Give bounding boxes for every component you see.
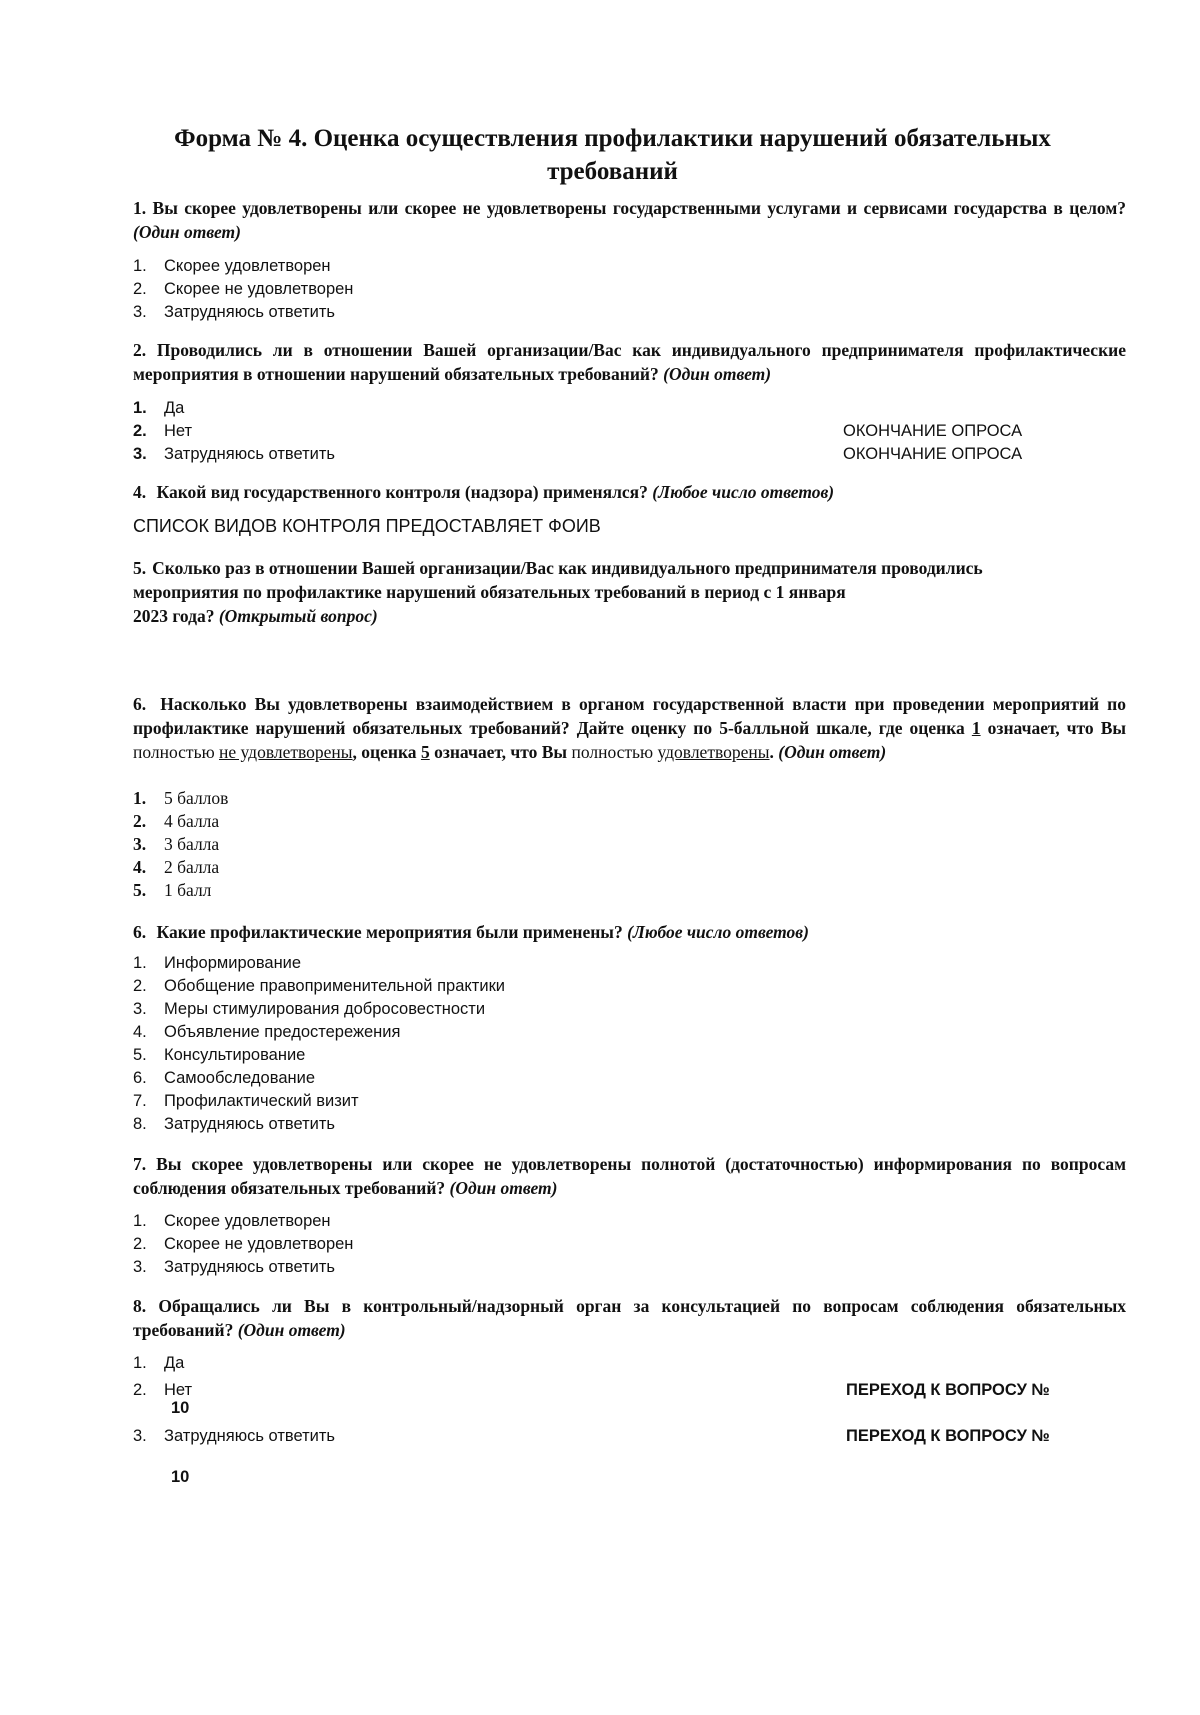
question-6-measures-options [133, 952, 1093, 1136]
option-3[interactable]: 3. Затрудняюсь ответить ОКОНЧАНИЕ ОПРОСА [133, 443, 1093, 466]
option-3[interactable]: 3. Затрудняюсь ответить [133, 1258, 336, 1276]
option-2[interactable]: 2. Обобщение правоприменительной практики [133, 977, 506, 995]
option-2[interactable]: 2. Скорее не удовлетворен [133, 280, 354, 298]
option-2[interactable]: 2. 4 балла [133, 811, 220, 831]
question-1: 1. Вы скорее удовлетворены или скорее не удовлетворены государственными услугами и сервисами государства в целом? (Один ответ) [133, 198, 1127, 242]
question-6-satisfaction-options [133, 787, 1093, 902]
option-5[interactable]: 5. Консультирование [133, 1046, 306, 1064]
question-2-options [133, 397, 1093, 466]
option-7[interactable]: 7. Профилактический визит [133, 1092, 359, 1110]
option-1[interactable]: 1. Да [133, 399, 185, 417]
control-types-note: СПИСОК ВИДОВ КОНТРОЛЯ ПРЕДОСТАВЛЯЕТ ФОИВ [133, 516, 601, 536]
question-7-options [133, 1210, 1093, 1279]
option-1[interactable]: 1. Информирование [133, 954, 302, 972]
goto-question-number: 10 [171, 1468, 190, 1486]
option-2[interactable]: 2. Нет ПЕРЕХОД К ВОПРОСУ № [133, 1379, 1093, 1402]
question-6-satisfaction: 6. Насколько Вы удовлетворены взаимодействием в органом государственной власти при проведении мероприятий по профилактике нарушений обязательных требований? Дайте оценку по 5-балльной шкале, где оценка 1 означает, что Вы полностью не удовлетворены, оценка 5 означает, что Вы полностью удовлетворены. (Один ответ) [133, 694, 1127, 762]
form-title: Форма № 4. Оценка осуществления профилактики нарушений обязательных требований [174, 125, 1051, 185]
option-4[interactable]: 4. 2 балла [133, 857, 220, 877]
option-2[interactable]: 2. Скорее не удовлетворен [133, 1235, 354, 1253]
question-4: 4. Какой вид государственного контроля (надзора) применялся? (Любое число ответов) [133, 482, 835, 502]
option-1[interactable]: 1. Скорее удовлетворен [133, 257, 331, 275]
question-8-options [133, 1352, 1093, 1445]
goto-question-number: 10 [171, 1399, 190, 1417]
option-5[interactable]: 5. 1 балл [133, 880, 212, 900]
option-3[interactable]: 3. 3 балла [133, 834, 220, 854]
question-5: 5. Сколько раз в отношении Вашей организации/Вас как индивидуального предпринимателя проводились мероприятия по профилактике нарушений обязательных требований в период с 1 января 2023 года? (Открытый вопрос) [133, 558, 983, 626]
question-2: 2. Проводились ли в отношении Вашей организации/Вас как индивидуального предпринимателя профилактические мероприятия в отношении нарушений обязательных требований? (Один ответ) [133, 340, 1127, 384]
option-1[interactable]: 1. Скорее удовлетворен [133, 1212, 331, 1230]
question-7: 7. Вы скорее удовлетворены или скорее не удовлетворены полнотой (достаточностью) информирования по вопросам соблюдения обязательных требований? (Один ответ) [133, 1154, 1127, 1198]
option-6[interactable]: 6. Самообследование [133, 1069, 315, 1087]
end-survey-note: ОКОНЧАНИЕ ОПРОСА [843, 422, 1023, 440]
question-6-measures: 6. Какие профилактические мероприятия были применены? (Любое число ответов) [133, 922, 809, 942]
option-1[interactable]: 1. Да [133, 1354, 185, 1372]
option-3[interactable]: 3. Меры стимулирования добросовестности [133, 1000, 486, 1018]
option-3[interactable]: 3. Затрудняюсь ответить ПЕРЕХОД К ВОПРОСУ № [133, 1425, 1093, 1448]
question-1-options [133, 255, 1093, 324]
option-3[interactable]: 3. Затрудняюсь ответить [133, 303, 336, 321]
option-2[interactable]: 2. Нет ОКОНЧАНИЕ ОПРОСА [133, 420, 1093, 443]
option-1[interactable]: 1. 5 баллов [133, 788, 229, 808]
option-4[interactable]: 4. Объявление предостережения [133, 1023, 401, 1041]
option-8[interactable]: 8. Затрудняюсь ответить [133, 1115, 336, 1133]
goto-note: ПЕРЕХОД К ВОПРОСУ № [846, 1381, 1050, 1399]
end-survey-note: ОКОНЧАНИЕ ОПРОСА [843, 445, 1023, 463]
question-8: 8. Обращались ли Вы в контрольный/надзорный орган за консультацией по вопросам соблюдения обязательных требований? (Один ответ) [133, 1296, 1126, 1340]
goto-note: ПЕРЕХОД К ВОПРОСУ № [846, 1427, 1050, 1445]
